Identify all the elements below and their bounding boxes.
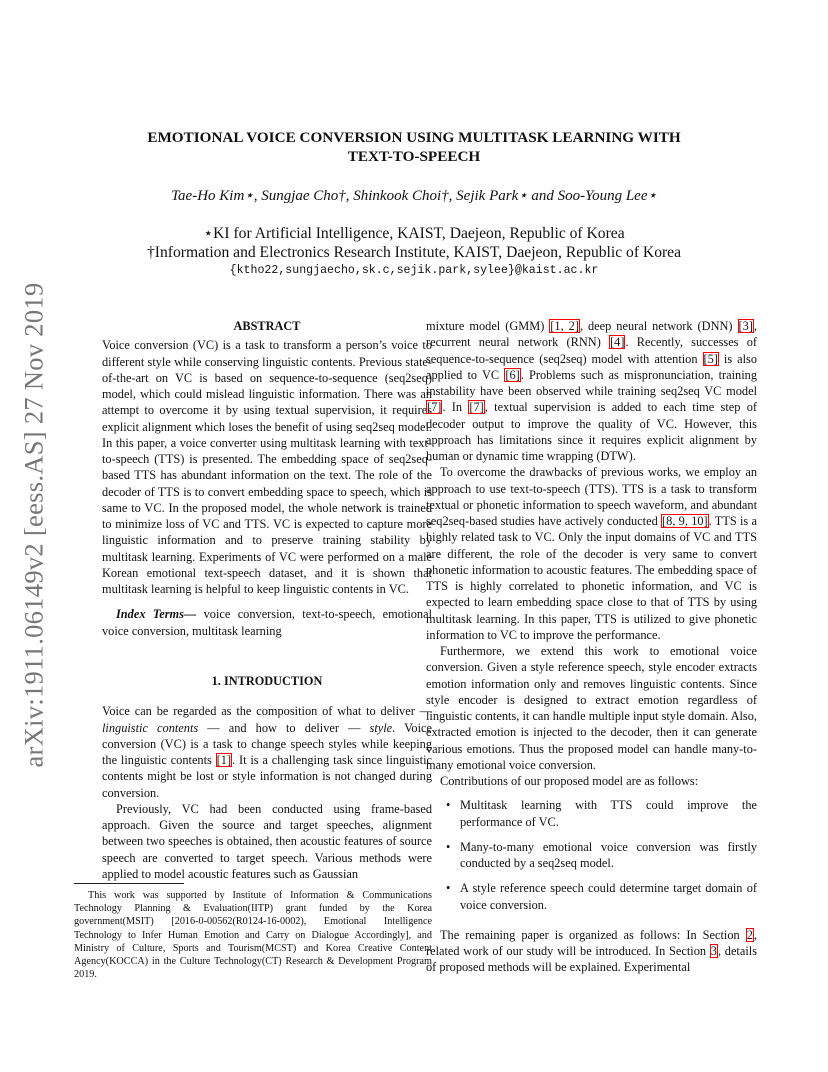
citation-link[interactable]: [4] [610, 335, 625, 350]
index-terms-text: voice conversion, text-to-speech, emotional voice conversion, multitask learning [102, 607, 433, 638]
arxiv-stamp-text: arXiv:1911.06149v2 [eess.AS] 27 Nov 2019 [18, 281, 49, 768]
citation-link[interactable]: [7] [427, 400, 442, 415]
organization-paragraph: The remaining paper is organized as follows: In Section 2, related work of our study will be introduced. In Section 3, details of proposed methods will be explained. Experimental [426, 927, 757, 975]
intro-paragraph-2: Previously, VC had been conducted using frame-based approach. Given the source and target speeches, alignment between two speeches is obtained, then acoustic features of source speech are converted to target speech. Various methods were applied to model acoustic features such as Gaussian [102, 801, 432, 881]
citation-link[interactable]: [5] [703, 351, 718, 366]
list-item: • Multitask learning with TTS could improve the performance of VC. [446, 798, 757, 829]
funding-footnote [74, 889, 432, 981]
citation-link[interactable]: [7] [469, 400, 484, 415]
section-link[interactable]: 3 [710, 944, 717, 958]
title-line-2: TEXT-TO-SPEECH [347, 148, 481, 165]
author-emails: {ktho22,sungjaecho,sk.c,sejik.park,sylee}@kaist.ac.kr [229, 264, 599, 277]
arxiv-stamp [8, 272, 60, 777]
paper-title [100, 128, 728, 166]
author-list: Tae-Ho Kim⋆, Sungjae Cho†, Shinkook Choi†, Sejik Park⋆ and Soo-Young Lee⋆ [171, 188, 657, 204]
introduction-section [102, 673, 432, 882]
citation-link[interactable]: [1, 2] [550, 319, 579, 333]
bullet-icon: • [446, 798, 451, 813]
abstract-section [102, 318, 432, 639]
abstract-text: Voice conversion (VC) is a task to transform a person’s voice to different style while conserving linguistic contents. Previous state-of-the-art on VC is based on sequence-to-sequence (seq2seq) model, which could mislead linguistic information. There was an attempt to overcome it by using textual supervision, it requires explicit alignment which loses the benefit of using seq2seq model. In this paper, a voice converter using multitask learning with text-to-speech (TTS) is presented. The embedding space of seq2seq-based TTS has abundant information on the text. The role of the decoder of TTS is to convert embedding space to speech, which is same to VC. In the proposed model, the whole network is trained to minimize loss of VC and TTS. VC is expected to capture more linguistic information and to preserve training stability by multitask learning. Experiments of VC were performed on a male Korean emotional text-speech dataset, and it is shown that multitask learning is helpful to keep linguistic contents in VC. [102, 338, 432, 596]
index-terms-label: Index Terms— [116, 607, 197, 622]
right-column [426, 318, 757, 976]
footnote-rule [74, 883, 184, 884]
bullet-icon: • [446, 839, 451, 854]
affiliation-1: ⋆KI for Artificial Intelligence, KAIST, Daejeon, Republic of Korea [203, 225, 625, 242]
footnote-text: This work was supported by Institute of Information & Communications Technology Planning & Evaluation(IITP) grant funded by the Korea government(MSIT) [2016-0-00562(R0124-16-0002), Emotional Intelligence Technology to Infer Human Emotion and Carry on Dialogue Accordingly], and Ministry of Culture, Sports and Tourism(MCST) and Korea Creative Content Agency(KOCCA) in the Culture Technology(CT) Research & Development Program 2019. [74, 890, 432, 981]
list-item: • Many-to-many emotional voice conversion was firstly conducted by a seq2seq model. [446, 839, 757, 870]
affiliation-2: †Information and Electronics Research Institute, KAIST, Daejeon, Republic of Korea [146, 244, 682, 261]
intro-paragraph-1: Voice can be regarded as the composition of what to deliver — linguistic contents — and how to deliver — style. Voice conversion (VC) is a task to change speech styles while keeping the linguistic contents [1]. It is a challenging task since linguistic contents might be lost or style information is not changed during conversion. [102, 704, 432, 800]
citation-link[interactable]: [8, 9, 10] [662, 514, 708, 528]
introduction-heading: 1. INTRODUCTION [211, 674, 323, 688]
citation-link[interactable]: [1] [216, 753, 232, 767]
abstract-heading: ABSTRACT [233, 319, 301, 333]
contributions-list [426, 797, 757, 913]
emotional-vc-paragraph: Furthermore, we extend this work to emotional voice conversion. Given a style reference speech, style encoder extracts emotion information only and removes linguistic contents. Since style encoder is designed to extract emotion regardless of linguistic contents, it can handle multiple input style domain. Also, extracted emotion is injected to the decoder, then it can generate various emotions. Thus the proposed model can handle many-to-many emotional voice conversion. [426, 644, 757, 772]
related-methods-paragraph: mixture model (GMM) [1, 2], deep neural network (DNN) [3], recurrent neural network (RNN) [4]. Recently, successes of sequence-to-sequence (seq2seq) model with attention [5] is also applied to VC [6]. Problems such as mispronunciation, training instability have been observed while training seq2seq VC model [7]. In [7], textual supervision is added to each time step of decoder output to improve the quality of VC. However, this approach has limitations since it requires explicit alignment by human or dynamic time wrapping (DTW). [426, 319, 757, 463]
tts-approach-paragraph: To overcome the drawbacks of previous works, we employ an approach to use text-to-speech (TTS). TTS is a task to transform textual or phonetic information to speech waveform, and abundant seq2seq-based studies have actively conducted [8, 9, 10]. TTS is a highly related task to VC. Only the input domains of VC and TTS are different, the role of the decoder is very same to convert phonetic information to acoustic features. The embedding space of TTS is highly correlated to phonetic information, and VC is expected to learn embedding space close to that of TTS by using multitask learning. In this paper, TTS is utilized to give phonetic information to VC to improve the performance. [426, 465, 757, 642]
title-line-1: EMOTIONAL VOICE CONVERSION USING MULTITASK LEARNING WITH [147, 129, 681, 146]
bullet-icon: • [446, 881, 451, 896]
list-item: • A style reference speech could determine target domain of voice conversion. [446, 881, 757, 912]
contributions-intro: Contributions of our proposed model are as follows: [440, 774, 699, 788]
index-terms [102, 606, 432, 639]
section-link[interactable]: 2 [746, 927, 753, 942]
citation-link[interactable]: [6] [505, 367, 520, 382]
citation-link[interactable]: [3] [738, 319, 753, 333]
